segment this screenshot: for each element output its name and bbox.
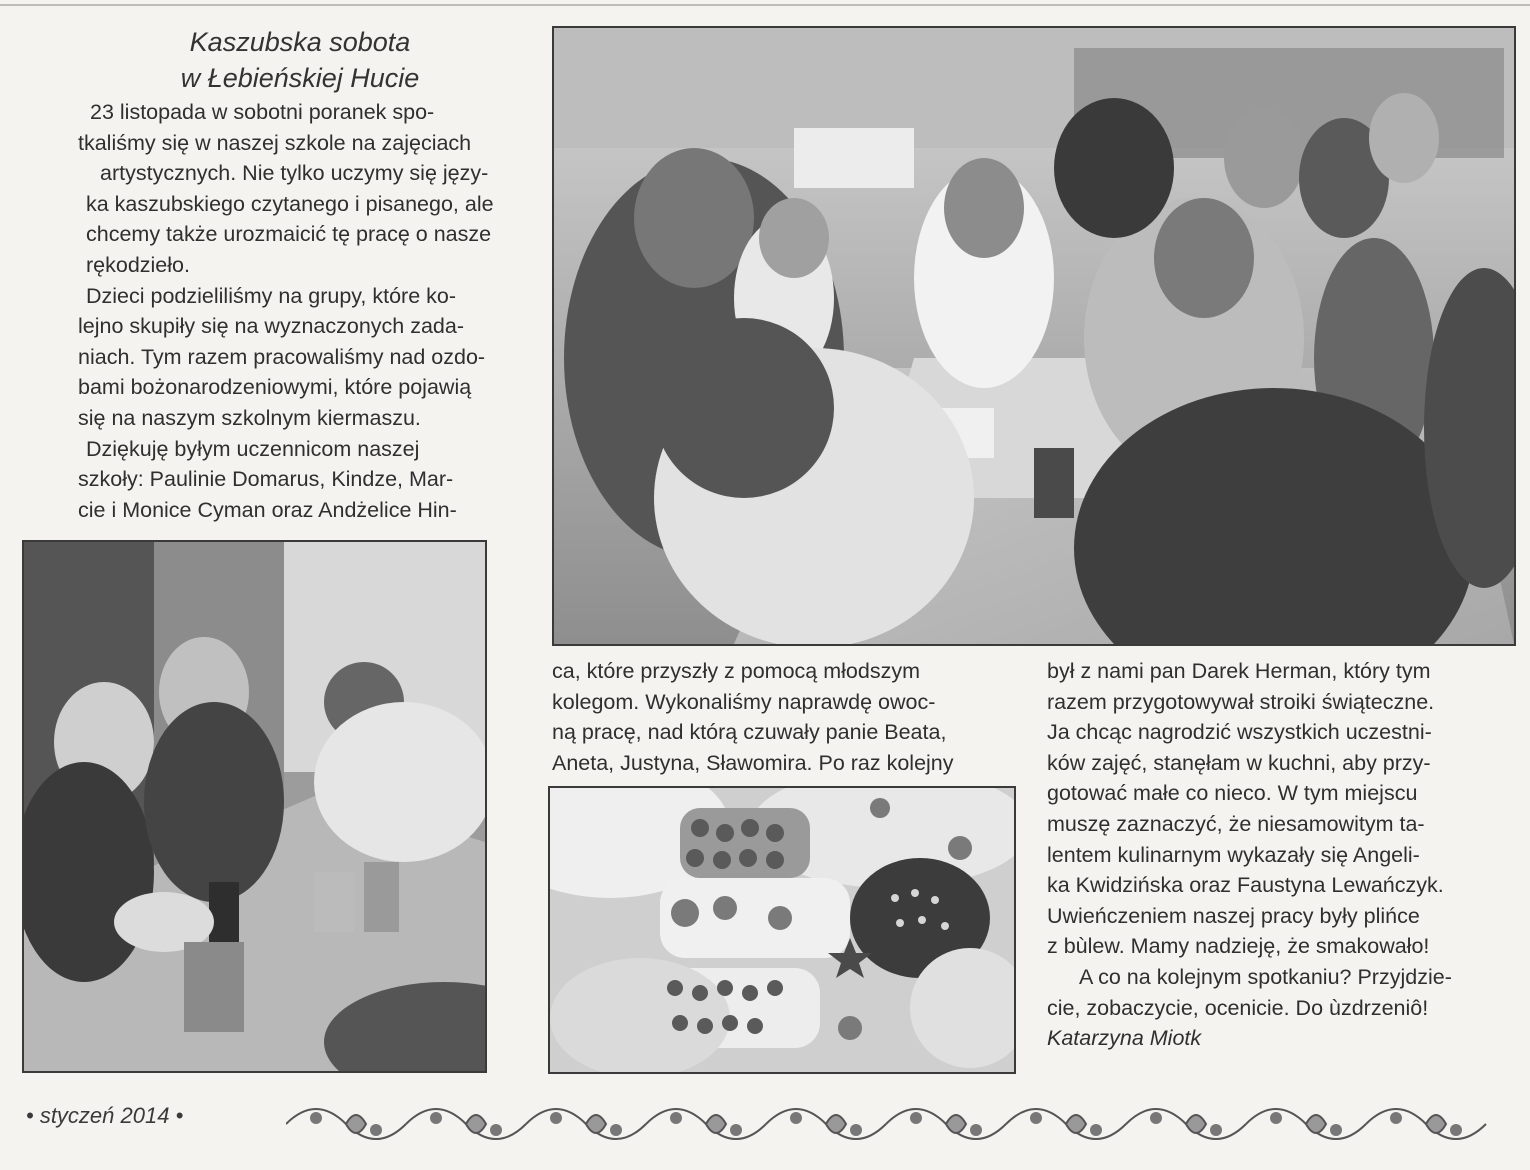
col3-line: Uwieńczeniem naszej pracy były plińce [1047, 903, 1420, 928]
photo-christmas-ornaments-image [550, 788, 1014, 1072]
folk-flower-border-icon [286, 1098, 1512, 1150]
column-3-text [1047, 656, 1509, 1054]
footer-date: • styczeń 2014 • [26, 1103, 184, 1128]
col1-line: Dzieci podzieliliśmy na grupy, które ko- [86, 283, 457, 308]
col3-line: razem przygotowywał stroiki świąteczne. [1047, 689, 1435, 714]
col1-line: się na naszym szkolnym kiermaszu. [78, 405, 421, 430]
col3-line: lentem kulinarnym wykazały się Angeli- [1047, 842, 1420, 867]
col1-line: Dziękuję byłym uczennicom naszej [86, 436, 420, 461]
photo-children-painting-image [24, 542, 485, 1071]
col1-line: ka kaszubskiego czytanego i pisanego, ale [86, 191, 494, 216]
col3-line: cie, zobaczycie, ocenicie. Do ùzdrzeniô! [1047, 995, 1429, 1020]
col2-line: ną pracę, nad którą czuwały panie Beata, [552, 720, 947, 745]
col1-line: artystycznych. Nie tylko uczymy się języ- [100, 161, 489, 186]
top-rule [0, 4, 1530, 6]
col2-line: Aneta, Justyna, Sławomira. Po raz kolejny [552, 750, 954, 775]
article-author: Katarzyna Miotk [1047, 1026, 1202, 1051]
col3-line: gotować małe co nieco. W tym miejscu [1047, 781, 1418, 806]
col1-line: szkoły: Paulinie Domarus, Kindze, Mar- [78, 467, 454, 492]
col3-line: z bùlew. Mamy nadzieję, że smakowało! [1047, 934, 1430, 959]
col3-line: A co na kolejnym spotkaniu? Przyjdzie- [1079, 964, 1452, 989]
title-line-1: Kaszubska sobota [189, 27, 411, 57]
photo-children-workshop-image [554, 28, 1514, 644]
col3-line: ka Kwidzińska oraz Faustyna Lewańczyk. [1047, 873, 1444, 898]
photo-christmas-ornaments [548, 786, 1016, 1074]
col2-line: kolegom. Wykonaliśmy naprawdę owoc- [552, 689, 936, 714]
column-2-text [552, 656, 1014, 778]
col1-line: lejno skupiły się na wyznaczonych zada- [78, 314, 465, 339]
column-1-text [78, 97, 519, 525]
col1-line: 23 listopada w sobotni poranek spo- [90, 100, 435, 124]
photo-children-painting [22, 540, 487, 1073]
col1-line: rękodzieło. [86, 252, 190, 277]
title-line-2: w Łebieńskiej Hucie [180, 63, 420, 93]
col3-line: muszę zaznaczyć, że niesamowitym ta- [1047, 811, 1425, 836]
col1-line: tkaliśmy się w naszej szkole na zajęciach [78, 130, 472, 155]
col2-line: ca, które przyszły z pomocą młodszym [552, 659, 920, 683]
col3-line: Ja chcąc nagrodzić wszystkich uczestni- [1047, 720, 1432, 745]
article-title [120, 24, 480, 96]
col1-line: cie i Monice Cyman oraz Andżelice Hin- [78, 497, 457, 522]
col1-line: chcemy także urozmaicić tę pracę o nasze [86, 222, 492, 247]
photo-children-workshop [552, 26, 1516, 646]
col3-line: był z nami pan Darek Herman, który tym [1047, 659, 1431, 683]
col3-line: ków zajęć, stanęłam w kuchni, aby przy- [1047, 750, 1431, 775]
col1-line: niach. Tym razem pracowaliśmy nad ozdo- [78, 344, 486, 369]
col1-line: bami bożonarodzeniowymi, które pojawią [78, 375, 472, 400]
